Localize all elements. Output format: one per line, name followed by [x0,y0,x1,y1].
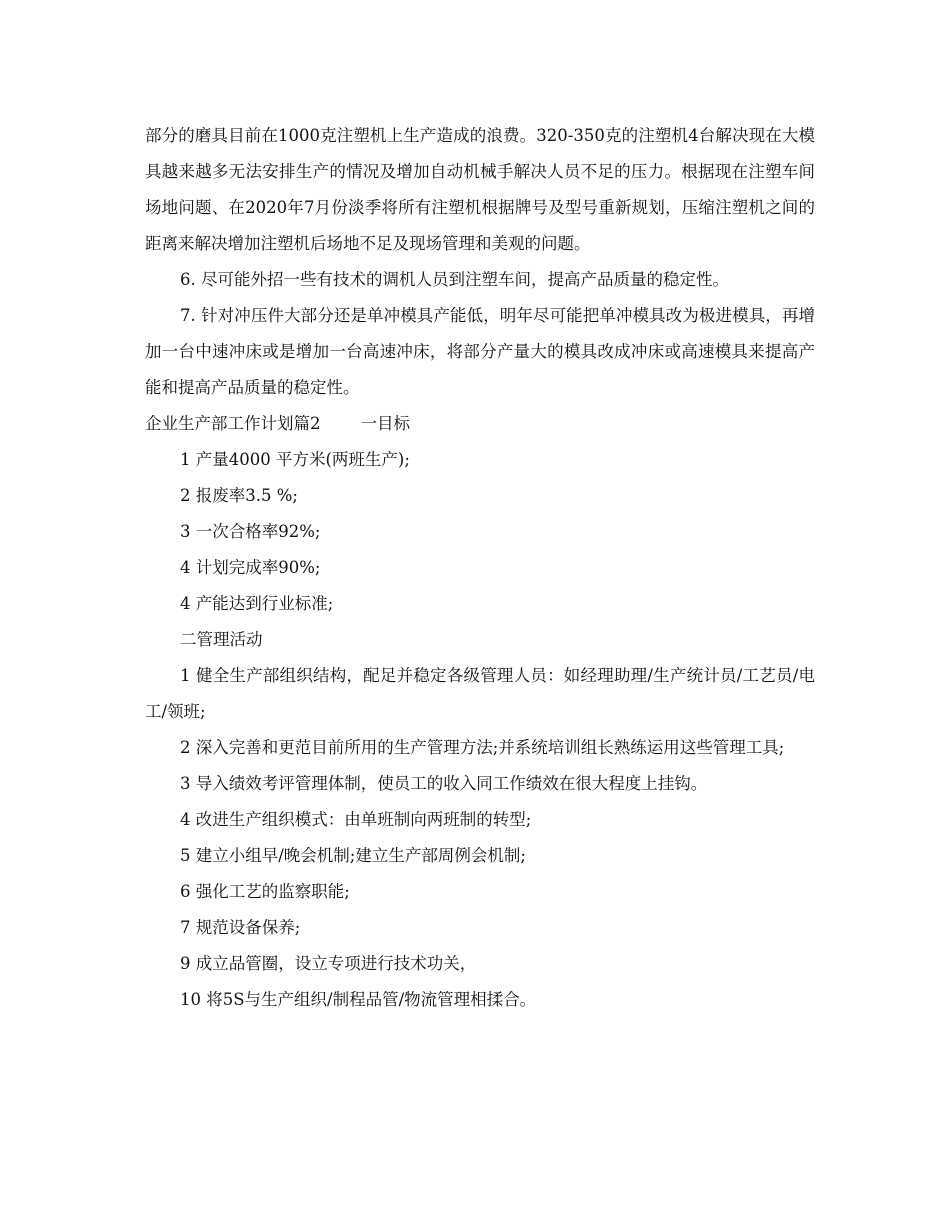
management-item: 5 建立小组早/晚会机制;建立生产部周例会机制; [180,846,526,865]
paragraph-item-7: 7. 针对冲压件大部分还是单冲模具产能低，明年尽可能把单冲模具改为极进模具，再增加一台中速冲床或是增加一台高速冲床，将部分产量大的模具改成冲床或高速模具来提高产能和提高产品质量的稳定性。 [145,306,815,397]
goal-item: 2 报废率3.5 %; [180,486,298,505]
management-item: 3 导入绩效考评管理体制，使员工的收入同工作绩效在很大程度上挂钩。 [180,774,708,793]
document-body [145,118,815,1018]
section-title: 企业生产部工作计划篇2 [145,414,321,433]
management-item: 9 成立品管圈，设立专项进行技术功关， [180,954,477,973]
paragraph-continuation: 部分的磨具目前在1000克注塑机上生产造成的浪费。320-350克的注塑机4台解决现在大模具越来越多无法安排生产的情况及增加自动机械手解决人员不足的压力。根据现在注塑车间场地问题、在2020年7月份淡季将所有注塑机根据牌号及型号重新规划，压缩注塑机之间的距离来解决增加注塑机后场地不足及现场管理和美观的问题。 [145,126,815,253]
management-item: 2 深入完善和更范目前所用的生产管理方法;并系统培训组长熟练运用这些管理工具; [180,738,785,757]
management-item: 10 将5S与生产组织/制程品管/物流管理相揉合。 [180,990,537,1009]
management-heading: 二管理活动 [180,630,263,649]
goal-item: 4 计划完成率90%; [180,558,321,577]
paragraph-item-6: 6. 尽可能外招一些有技术的调机人员到注塑车间，提高产品质量的稳定性。 [180,270,729,289]
goal-item: 4 产能达到行业标准; [180,594,334,613]
section-subtitle: 一目标 [360,414,410,433]
goal-item: 1 产量4000 平方米(两班生产); [180,450,410,469]
management-item: 4 改进生产组织模式：由单班制向两班制的转型; [180,810,532,829]
management-item: 1 健全生产部组织结构，配足并稳定各级管理人员：如经理助理/生产统计员/工艺员/电工/领班; [145,666,815,721]
section-heading [145,406,815,442]
management-item: 6 强化工艺的监察职能; [180,882,350,901]
management-item: 7 规范设备保养; [180,918,301,937]
goal-item: 3 一次合格率92%; [180,522,321,541]
